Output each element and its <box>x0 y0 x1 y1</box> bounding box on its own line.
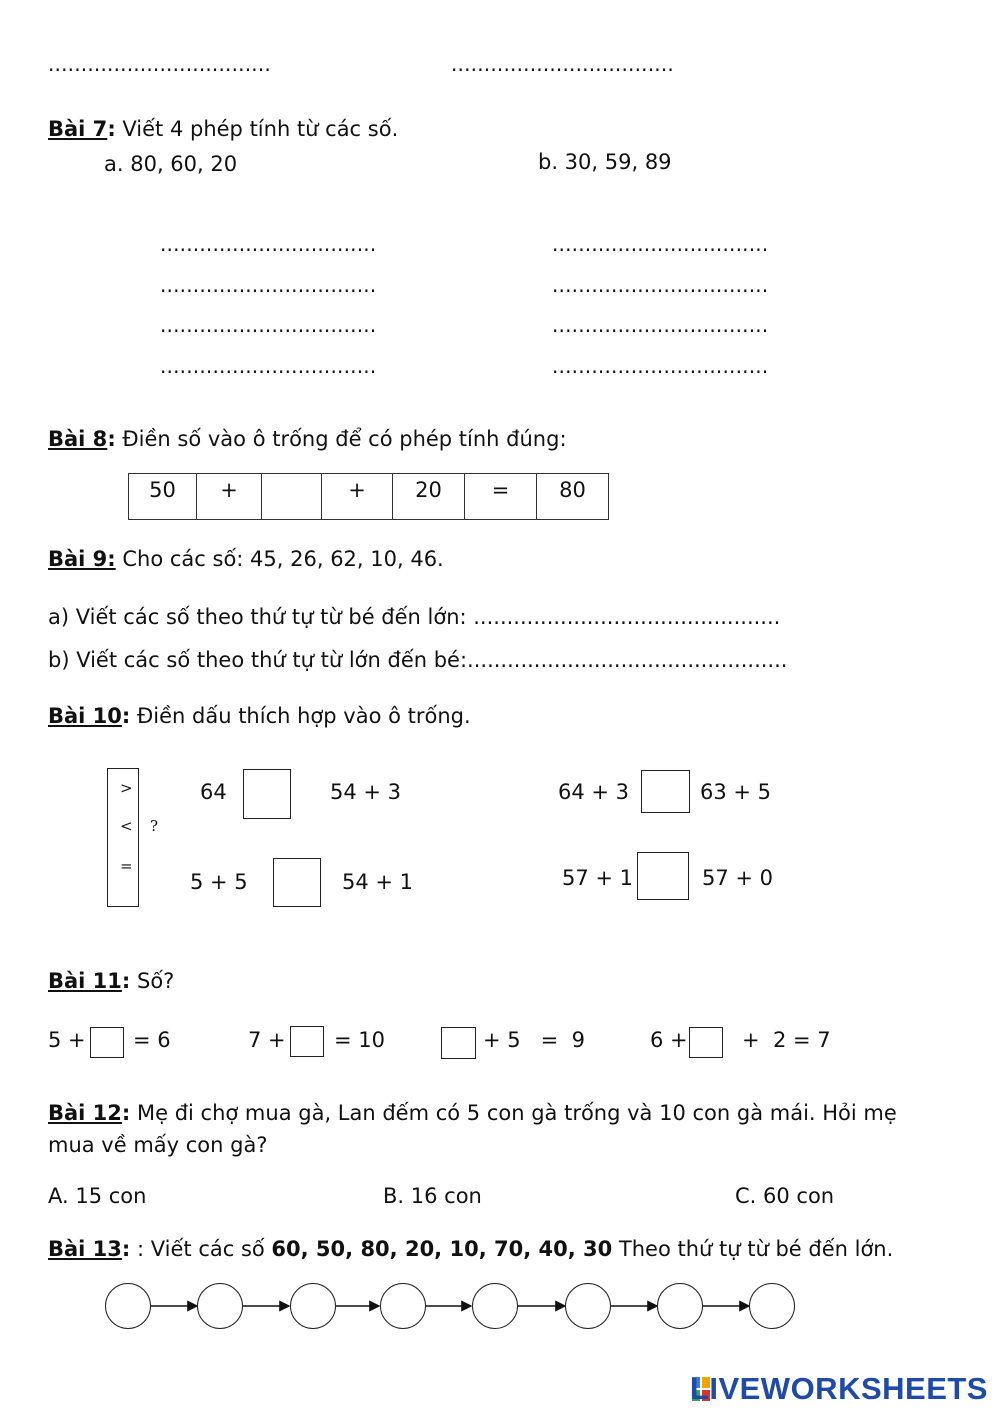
answer-cell[interactable] <box>262 474 322 520</box>
equation-cell: + <box>322 474 393 520</box>
answer-box[interactable] <box>243 769 291 819</box>
exercise-7-a: a. 80, 60, 20 <box>104 152 238 176</box>
equation-cell: 20 <box>393 474 465 520</box>
exercise-instruction: Viết 4 phép tính từ các số. <box>115 117 399 141</box>
answer-line[interactable]: ................................. <box>160 313 377 337</box>
answer-line[interactable]: ................................. <box>160 273 377 297</box>
compare-right: 54 + 3 <box>330 780 402 804</box>
exercise-instruction: Số? <box>130 969 175 993</box>
exercise-label: Bài 9: <box>48 547 116 571</box>
answer-box[interactable] <box>90 1027 124 1058</box>
exercise-label: Bài 10 <box>48 704 122 728</box>
exercise-7-title: Bài 7: Viết 4 phép tính từ các số. <box>48 117 399 141</box>
compare-left: 57 + 1 <box>562 866 634 890</box>
option-b[interactable]: B. 16 con <box>383 1184 482 1208</box>
answer-line[interactable]: ................................. <box>552 273 769 297</box>
answer-line[interactable]: ................................. <box>552 232 769 256</box>
answer-box[interactable] <box>273 858 321 907</box>
exercise-8-title: Bài 8: Điền số vào ô trống để có phép tính đúng: <box>48 427 567 451</box>
answer-circle[interactable] <box>749 1283 795 1329</box>
greater-than-symbol[interactable]: > <box>120 779 133 797</box>
answer-circle[interactable] <box>197 1283 243 1329</box>
answer-line[interactable]: ................................. <box>552 313 769 337</box>
answer-circle[interactable] <box>290 1283 336 1329</box>
exercise-9-b[interactable]: b) Viết các số theo thứ tự từ lớn đến bé:................................................ <box>48 648 788 672</box>
exercise-12-text: mua về mấy con gà? <box>48 1133 268 1157</box>
exercise-label: Bài 12 <box>48 1101 122 1125</box>
compare-right: 54 + 1 <box>342 870 414 894</box>
exercise-instruction: Điền dấu thích hợp vào ô trống. <box>130 704 471 728</box>
compare-right: 57 + 0 <box>702 866 774 890</box>
answer-box[interactable] <box>689 1027 723 1058</box>
compare-left: 64 + 3 <box>558 780 630 804</box>
answer-line[interactable]: ................................. <box>552 354 769 378</box>
equals-symbol[interactable]: = <box>120 857 133 875</box>
exercise-label: Bài 7 <box>48 117 108 141</box>
compare-left: 5 + 5 <box>190 870 248 894</box>
exercise-label: Bài 11 <box>48 969 122 993</box>
equation-cell: = <box>465 474 537 520</box>
answer-box[interactable] <box>290 1026 324 1057</box>
symbol-choices <box>107 768 139 907</box>
equation-table <box>128 473 609 520</box>
exercise-13-title: Bài 13: : Viết các số 60, 50, 80, 20, 10, 70, 40, 30 Theo thứ tự từ bé đến lớn. <box>48 1237 894 1261</box>
eq-post: + 5 = 9 <box>483 1028 585 1052</box>
exercise-11-title: Bài 11: Số? <box>48 969 175 993</box>
answer-circle[interactable] <box>565 1283 611 1329</box>
equation-cell: + <box>197 474 262 520</box>
option-c[interactable]: C. 60 con <box>735 1184 835 1208</box>
eq-post: + 2 = 7 <box>742 1028 831 1052</box>
eq-pre: 5 + <box>48 1028 86 1052</box>
equation-cell: 50 <box>129 474 197 520</box>
less-than-symbol[interactable]: < <box>120 817 133 835</box>
exercise-7-b: b. 30, 59, 89 <box>538 150 672 174</box>
compare-right: 63 + 5 <box>700 780 772 804</box>
liveworksheets-logo: LIVEWORKSHEETS <box>689 1371 988 1406</box>
answer-line[interactable]: ................................. <box>160 232 377 256</box>
exercise-9-a[interactable]: a) Viết các số theo thứ tự từ bé đến lớn: .............................................. <box>48 605 781 629</box>
option-a[interactable]: A. 15 con <box>48 1184 147 1208</box>
equation-cell: 80 <box>537 474 609 520</box>
eq-post: = 6 <box>133 1028 171 1052</box>
exercise-12-title: Bài 12: Mẹ đi chợ mua gà, Lan đếm có 5 con gà trống và 10 con gà mái. Hỏi mẹ <box>48 1101 897 1125</box>
exercise-9-title <box>48 546 444 572</box>
eq-pre: 6 + <box>650 1028 688 1052</box>
answer-box[interactable] <box>637 852 689 900</box>
exercise-instruction: Mẹ đi chợ mua gà, Lan đếm có 5 con gà trống và 10 con gà mái. Hỏi mẹ <box>130 1101 897 1125</box>
eq-pre: 7 + <box>248 1028 286 1052</box>
answer-circle[interactable] <box>380 1283 426 1329</box>
answer-line[interactable]: ................................. <box>160 354 377 378</box>
exercise-label: Bài 13 <box>48 1237 122 1261</box>
answer-line[interactable]: .................................. <box>451 52 674 76</box>
exercise-instruction: Điền số vào ô trống để có phép tính đúng: <box>115 427 567 451</box>
compare-left: 64 <box>200 780 227 804</box>
answer-circle[interactable] <box>472 1283 518 1329</box>
answer-circle[interactable] <box>657 1283 703 1329</box>
exercise-instruction: : Viết các số <box>130 1237 272 1261</box>
question-mark: ? <box>150 817 159 835</box>
answer-box[interactable] <box>641 770 690 813</box>
exercise-10-title: Bài 10: Điền dấu thích hợp vào ô trống. <box>48 704 471 728</box>
answer-circle[interactable] <box>105 1283 151 1329</box>
number-list: 60, 50, 80, 20, 10, 70, 40, 30 <box>271 1237 613 1261</box>
exercise-instruction: Cho các số: 45, 26, 62, 10, 46. <box>115 547 444 571</box>
answer-line[interactable]: .................................. <box>48 52 271 76</box>
answer-box[interactable] <box>441 1027 476 1059</box>
eq-post: = 10 <box>334 1028 385 1052</box>
exercise-label: Bài 8 <box>48 427 108 451</box>
